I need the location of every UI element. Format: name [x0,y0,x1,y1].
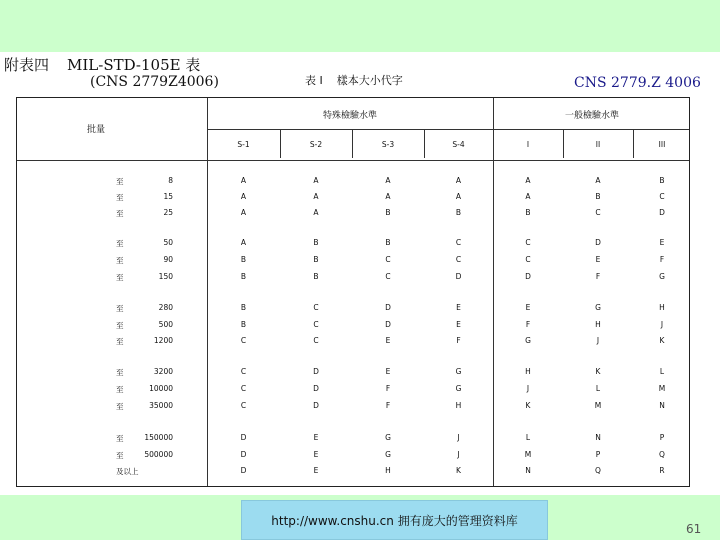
lot-separator: 至 [116,273,124,282]
code-letter-cell: B [240,272,247,281]
code-letter-cell: L [595,384,601,393]
lot-separator: 至 [116,337,124,346]
code-letter-cell: A [525,192,531,201]
code-letter-cell: M [594,401,602,410]
code-letter-cell: B [455,208,462,217]
code-letter-cell: G [455,367,462,376]
level-label: S-1 [237,140,250,149]
lot-to: 25 [163,208,173,217]
code-letter-cell: E [313,433,319,442]
code-letter-cell: M [658,384,666,393]
code-letter-cell: H [385,466,391,475]
code-letter-cell: G [385,450,391,459]
level-label: II [595,140,601,149]
code-letter-cell: E [659,238,665,247]
special-levels-header: 特殊檢驗水準 [322,111,377,121]
code-letter-cell: J [596,336,600,345]
lot-size-range [17,303,207,313]
code-letter-cell: A [240,176,247,185]
code-letter-cell: E [595,255,601,264]
code-letter-cell: B [240,320,247,329]
appendix-label: 附表四 [4,56,50,74]
code-letter-cell: D [240,466,247,475]
code-letter-cell: C [455,255,462,264]
code-letter-cell: J [526,384,530,393]
code-letter-cell: E [456,303,461,312]
code-letter-cell: G [659,272,665,281]
code-letter-cell: C [313,320,319,329]
lot-size-range [17,336,207,346]
code-letter-cell: N [595,433,601,442]
code-letter-cell: D [659,208,665,217]
top-band [0,0,720,52]
code-letter-cell: A [385,192,391,201]
standard-title: MIL-STD-105E 表 [67,56,201,74]
code-letter-cell: G [455,384,462,393]
code-letter-cell: C [313,303,319,312]
lot-size-range [17,433,207,443]
lot-to: 8 [168,176,173,185]
lot-separator: 至 [116,385,124,394]
code-letter-cell: J [457,450,460,459]
website-link[interactable]: http://www.cnshu.cn 拥有庞大的管理资料库 [241,500,548,540]
code-letter-cell: G [385,433,391,442]
code-letter-cell: G [525,336,531,345]
lot-size-range [17,176,207,186]
lot-to: 15 [163,192,173,201]
code-letter-cell: A [313,192,319,201]
code-letter-cell: C [525,238,531,247]
scanned-document [0,52,720,495]
code-letter-cell: B [385,238,391,247]
level-label: III [658,140,666,149]
cns-reference: (CNS 2779Z4006) [90,74,219,90]
lot-size-range [17,238,207,248]
lot-to: 10000 [149,384,173,393]
table-number: 表 I [305,74,323,87]
cns-standard-code: CNS 2779.Z 4006 [574,75,701,91]
page-number: 61 [686,522,702,536]
lot-size-range [17,192,207,202]
code-letter-cell: A [455,192,462,201]
lot-separator: 及以上 [116,467,139,476]
code-letter-cell: D [240,433,247,442]
code-letter-cell: B [240,255,247,264]
table-caption [305,72,403,88]
code-letter-cell: D [313,401,319,410]
code-letter-cell: B [385,208,391,217]
level-label: S-4 [452,140,465,149]
code-letter-cell: A [595,176,601,185]
code-letter-cell: Q [595,466,601,475]
code-letter-cell: E [313,450,319,459]
lot-separator: 至 [116,434,124,443]
lot-separator: 至 [116,451,124,460]
lot-size-range [17,401,207,411]
code-letter-cell: F [525,320,531,329]
code-letter-cell: B [313,272,319,281]
code-letter-cell: E [525,303,531,312]
code-letter-cell: N [525,466,531,475]
code-letter-cell: B [313,238,319,247]
code-letter-cell: D [525,272,531,281]
code-letter-cell: F [385,401,391,410]
code-letter-cell: B [240,303,247,312]
code-letter-cell: M [524,450,532,459]
code-letter-cell: D [240,450,247,459]
sample-size-code-table [16,97,690,487]
code-letter-cell: A [525,176,531,185]
code-letter-cell: D [385,303,391,312]
code-letter-cell: R [659,466,665,475]
code-letter-cell: J [660,320,664,329]
lot-to: 150000 [144,433,173,442]
lot-to: 3200 [153,367,173,376]
code-letter-cell: A [240,192,247,201]
lot-size-range [17,450,207,460]
code-letter-cell: C [595,208,601,217]
code-letter-cell: K [456,466,461,475]
code-letter-cell: H [659,303,665,312]
general-levels-header: 一般檢驗水準 [564,111,619,121]
lot-size-range [17,320,207,330]
code-letter-cell: J [457,433,460,442]
lot-to: 1200 [153,336,173,345]
code-letter-cell: E [385,336,391,345]
code-letter-cell: D [455,272,462,281]
table-title: 樣本大小代字 [336,74,403,87]
lot-size-range [17,208,207,218]
code-letter-cell: C [240,384,247,393]
code-letter-cell: D [313,384,319,393]
code-letter-cell: C [240,336,247,345]
code-letter-cell: A [455,176,462,185]
level-label: S-3 [381,140,395,149]
lot-separator: 至 [116,177,124,186]
lot-to: 50 [163,238,173,247]
code-letter-cell: L [525,433,531,442]
code-letter-cell: F [659,255,665,264]
code-letter-cell: P [659,433,665,442]
lot-size-range [17,466,207,476]
code-letter-cell: N [659,401,665,410]
lot-separator: 至 [116,402,124,411]
code-letter-cell: C [240,367,247,376]
lot-to: 500000 [144,450,173,459]
code-letter-cell: P [595,450,601,459]
code-letter-cell: E [385,367,391,376]
lot-to: 150 [158,272,173,281]
lot-separator: 至 [116,368,124,377]
code-letter-cell: C [525,255,531,264]
code-letter-cell: H [525,367,531,376]
code-letter-cell: C [385,255,391,264]
lot-separator: 至 [116,304,124,313]
lot-separator: 至 [116,256,124,265]
code-letter-cell: B [525,208,531,217]
lot-separator: 至 [116,321,124,330]
lot-separator: 至 [116,193,124,202]
lot-size-range [17,272,207,282]
code-letter-cell: C [385,272,391,281]
code-letter-cell: F [595,272,601,281]
code-letter-cell: C [313,336,319,345]
lot-separator: 至 [116,209,124,218]
column-divider [207,98,208,486]
lot-size-range [17,384,207,394]
code-letter-cell: C [659,192,665,201]
code-letter-cell: L [659,367,665,376]
code-letter-cell: K [595,367,601,376]
lot-size-range [17,367,207,377]
lot-size-header: 批量 [87,125,106,135]
column-divider [493,98,494,486]
code-letter-cell: F [385,384,391,393]
code-letter-cell: A [240,238,247,247]
code-letter-cell: E [313,466,319,475]
code-letter-cell: F [456,336,461,345]
code-letter-cell: B [659,176,665,185]
lot-separator: 至 [116,239,124,248]
code-letter-cell: D [595,238,601,247]
code-letter-cell: B [313,255,319,264]
code-letter-cell: G [595,303,601,312]
header-rule [207,129,689,130]
code-letter-cell: E [456,320,461,329]
level-label: S-2 [309,140,323,149]
code-letter-cell: Q [659,450,665,459]
code-letter-cell: B [595,192,601,201]
document-header [4,54,200,75]
code-letter-cell: K [659,336,665,345]
code-letter-cell: C [240,401,247,410]
code-letter-cell: D [313,367,319,376]
lot-to: 35000 [149,401,173,410]
lot-to: 500 [158,320,173,329]
code-letter-cell: D [385,320,391,329]
lot-to: 90 [163,255,173,264]
lot-size-range [17,255,207,265]
code-letter-cell: H [595,320,601,329]
code-letter-cell: A [313,208,319,217]
header-bottom-rule [17,160,689,161]
level-label: I [526,140,530,149]
code-letter-cell: A [385,176,391,185]
code-letter-cell: A [313,176,319,185]
code-letter-cell: H [455,401,462,410]
code-letter-cell: A [240,208,247,217]
code-letter-cell: K [525,401,531,410]
code-letter-cell: C [455,238,462,247]
lot-to: 280 [158,303,173,312]
